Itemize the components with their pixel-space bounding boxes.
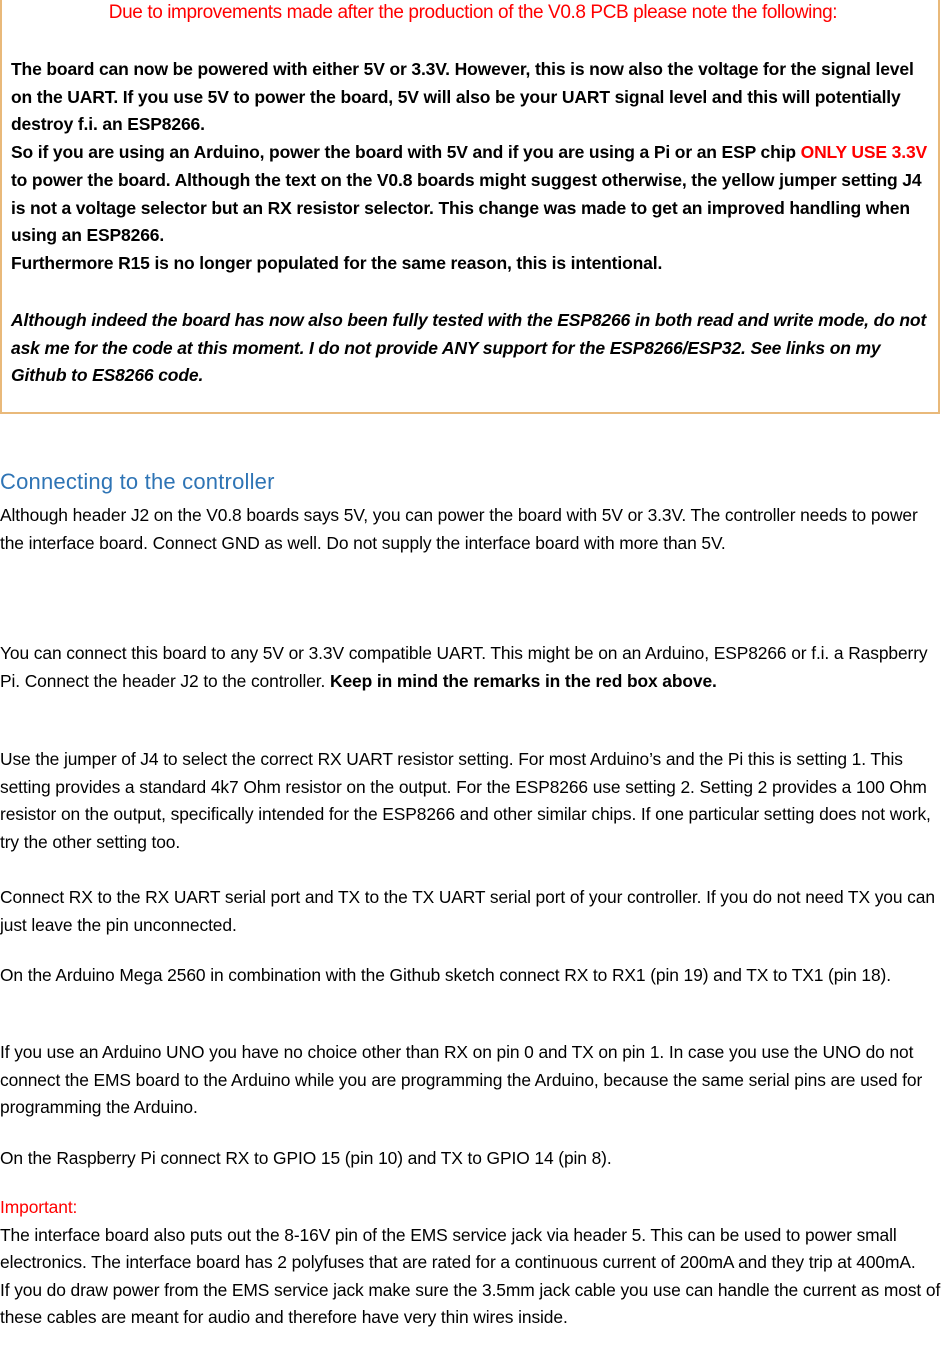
important-label: Important: <box>0 1197 78 1217</box>
important-block <box>0 1194 944 1332</box>
important-paragraph-1: The interface board also puts out the 8-16V pin of the EMS service jack via header 5. This can be used to power small electronics. The interface board has 2 polyfuses that are rated for a continuous current of 200mA and they trip at 400mA. <box>0 1224 916 1273</box>
notice-paragraph-1: The board can now be powered with either 5V or 3.3V. However, this is now also the voltage for the signal level on the UART. If you use 5V to power the board, 5V will also be your UART signal level and this will potentially destroy f.i. an ESP8266. <box>11 59 914 135</box>
notice-p2-red-warning: ONLY USE 3.3V <box>800 142 928 163</box>
section-heading: Connecting to the controller <box>0 469 275 494</box>
paragraph-uart-bold: Keep in mind the remarks in the red box above. <box>330 670 717 691</box>
section-paragraph-5 <box>0 962 944 990</box>
paragraph-uart <box>0 640 944 695</box>
important-paragraph-2: If you do draw power from the EMS service jack make sure the 3.5mm jack cable you use can handle the current as most of these cables are meant for audio and therefore have very thin wires inside. <box>0 1279 941 1328</box>
notice-p2-before: So if you are using an Arduino, power the board with 5V and if you are using a Pi or an ESP chip <box>11 142 801 163</box>
notice-paragraph-3: Furthermore R15 is no longer populated for the same reason, this is intentional. <box>11 252 663 273</box>
notice-body <box>11 56 936 278</box>
paragraph-uno: If you use an Arduino UNO you have no choice other than RX on pin 0 and TX on pin 1. In case you use the UNO do not connect the EMS board to the Arduino while you are programming the Arduino, because the same serial pins are used for programming the Arduino. <box>0 1042 923 1118</box>
section-paragraph-7 <box>0 1145 944 1173</box>
section-paragraph-4 <box>0 884 944 939</box>
section-paragraph-2 <box>0 640 944 695</box>
notice-paragraph-2 <box>11 139 936 250</box>
section-paragraph-1 <box>0 502 944 557</box>
notice-italic-block <box>11 307 936 390</box>
paragraph-power: Although header J2 on the V0.8 boards says 5V, you can power the board with 5V or 3.3V. The controller needs to power the interface board. Connect GND as well. Do not supply the interface board with more than 5V. <box>0 505 918 553</box>
paragraph-mega: On the Arduino Mega 2560 in combination with the Github sketch connect RX to RX1 (pin 19) and TX to TX1 (pin 18). <box>0 965 891 985</box>
paragraph-uart-text: You can connect this board to any 5V or 3.3V compatible UART. This might be on an Arduino, ESP8266 or f.i. a Raspberry Pi. Connect the header J2 to the controller. <box>0 643 928 691</box>
paragraph-raspberry: On the Raspberry Pi connect RX to GPIO 15 (pin 10) and TX to GPIO 14 (pin 8). <box>0 1148 612 1168</box>
paragraph-rx-tx: Connect RX to the RX UART serial port and TX to the TX UART serial port of your controller. If you do not need TX you can just leave the pin unconnected. <box>0 887 935 935</box>
notice-title: Due to improvements made after the production of the V0.8 PCB please note the following: <box>108 2 838 23</box>
section-paragraph-6 <box>0 1039 944 1122</box>
paragraph-jumper: Use the jumper of J4 to select the correct RX UART resistor setting. For most Arduino’s and the Pi this is setting 1. This setting provides a standard 4k7 Ohm resistor on the output. For the ESP8266 use setting 2. Setting 2 provides a 100 Ohm resistor on the output, specifically intended for the ESP8266 and other similar chips. If one particular setting does not work, try the other setting too. <box>0 749 931 852</box>
notice-paragraph-4: Although indeed the board has now also been fully tested with the ESP8266 in both read and write mode, do not ask me for the code at this moment. I do not provide ANY support for the ESP8266/ESP32. See links on my Github to ES8266 code. <box>11 310 927 386</box>
section-paragraph-3 <box>0 746 944 856</box>
notice-p2-after: to power the board. Although the text on the V0.8 boards might suggest otherwise, the yellow jumper setting J4 is not a voltage selector but an RX resistor selector. This change was made to get an improved handling when using an ESP8266. <box>11 169 922 246</box>
